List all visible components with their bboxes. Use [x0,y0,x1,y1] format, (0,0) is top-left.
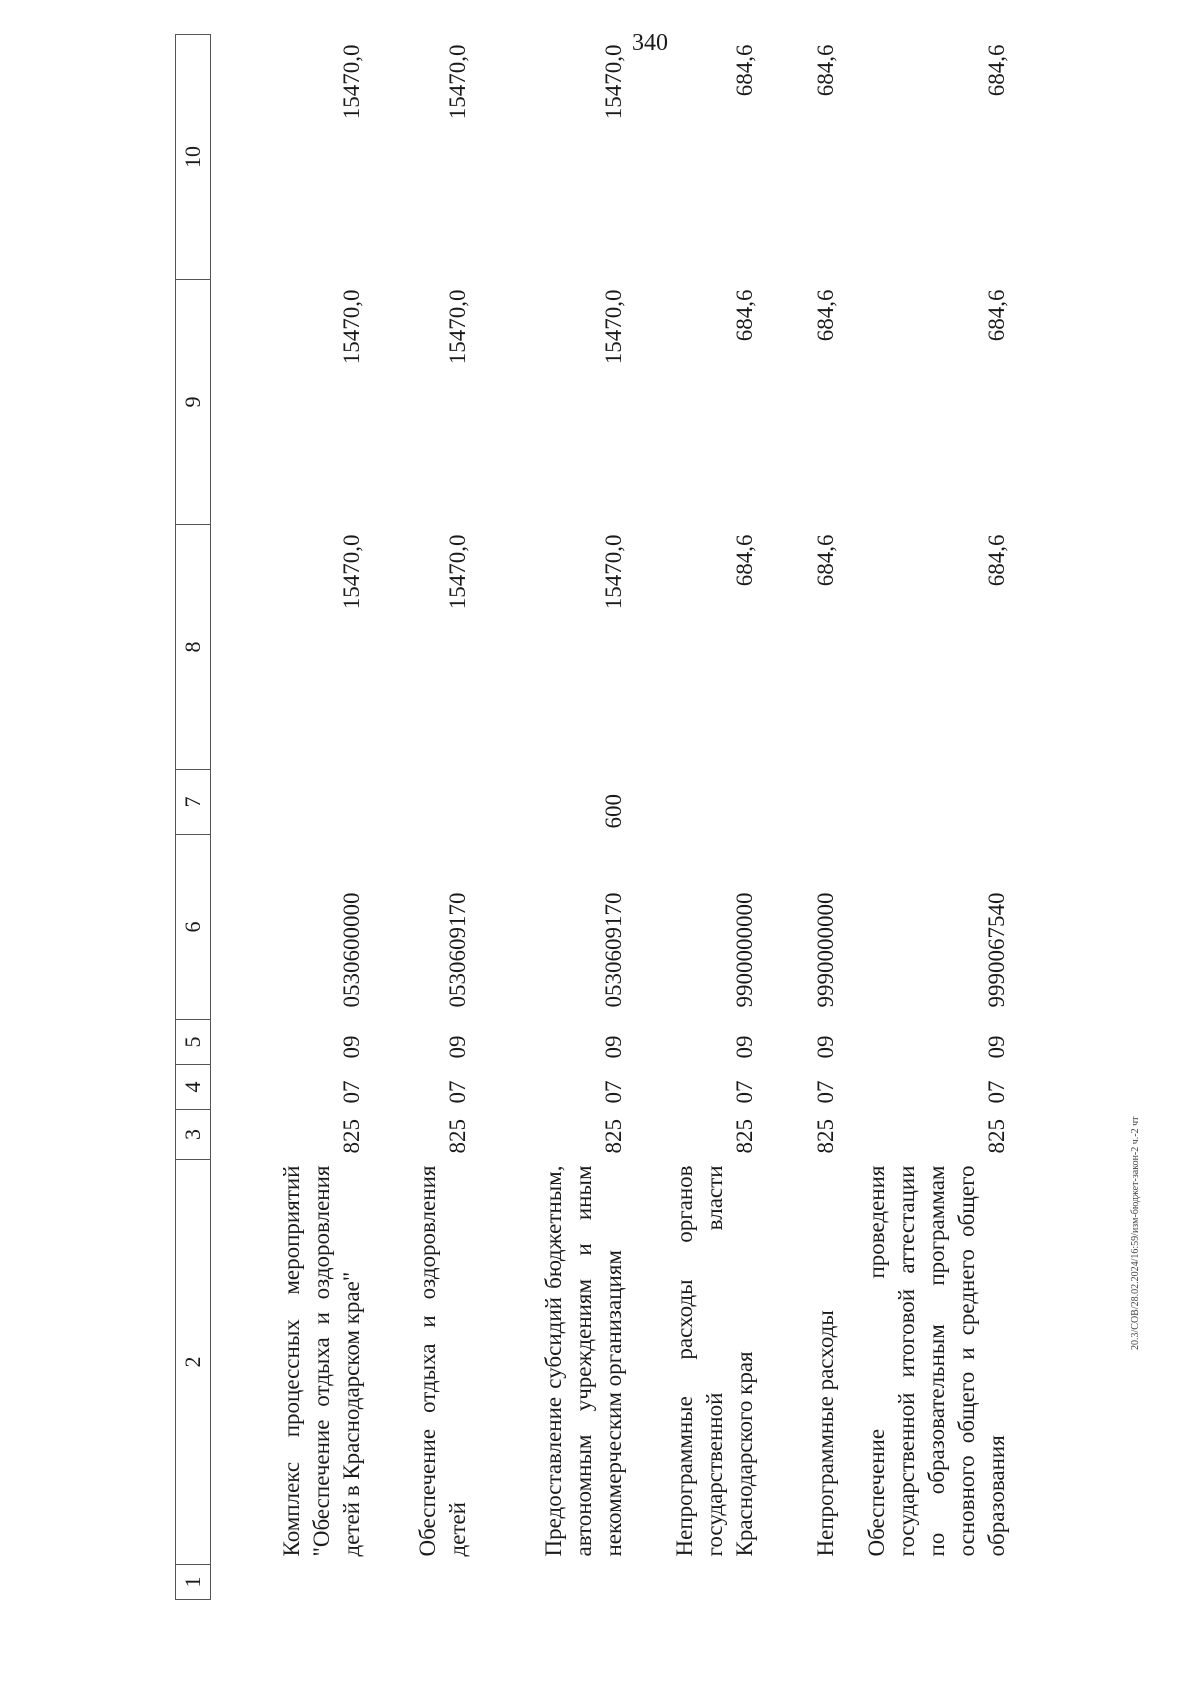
row-name: Непрограммные расходы органов государственной власти Краснодарского края [672,1165,757,1557]
row-target-article: 0530600000 [339,892,364,1008]
row-expense-type [629,770,760,835]
row-amount-3: 684,6 [732,44,757,97]
row-amount-2: 15470,0 [601,289,626,365]
cell-empty [629,1565,760,1600]
row-subsection: 09 [984,1035,1009,1059]
footer-note: 20.3/СОВ/28.02.2024/16:59/изм-бюджет-закон-2 ч.-2 чт [1130,1116,1141,1350]
header-col-5: 5 [176,1020,211,1065]
row-target-article: 9990067540 [984,892,1009,1008]
row-section: 07 [601,1080,626,1104]
row-amount-3: 15470,0 [445,44,470,120]
row-section: 07 [984,1080,1009,1104]
row-section: 07 [339,1080,364,1104]
row-name: Комплекс процессных мероприятий "Обеспечение отдыха и оздоровления детей в Краснодарском крае" [279,1165,364,1557]
row-amount-2: 684,6 [984,289,1009,342]
table-row [760,35,841,1600]
row-ministry-code: 825 [601,1119,626,1154]
header-row [176,35,211,1600]
row-name: Обеспечение отдыха и оздоровления детей [415,1165,470,1557]
table-row [473,35,629,1600]
row-subsection: 09 [339,1035,364,1059]
budget-table [175,34,1012,1600]
row-name: Обеспечение проведения государственной итоговой аттестации по образовательным программам основного общего и среднего общего образования [864,1165,1009,1557]
row-expense-type [211,770,368,835]
table-row [367,35,473,1600]
row-expense-type [367,770,473,835]
header-col-6: 6 [176,835,211,1020]
row-amount-3: 15470,0 [601,44,626,120]
row-ministry-code: 825 [445,1119,470,1154]
cell-empty [367,1565,473,1600]
row-target-article: 0530609170 [445,892,470,1008]
row-amount-3: 684,6 [984,44,1009,97]
row-section: 07 [732,1080,757,1104]
row-amount-2: 15470,0 [339,289,364,365]
row-subsection: 09 [813,1035,838,1059]
header-col-1: 1 [176,1565,211,1600]
row-target-article: 0530609170 [601,892,626,1008]
row-target-article: 9990000000 [813,892,838,1008]
row-expense-type [760,770,841,835]
page-number: 340 [632,30,668,56]
row-amount-3: 15470,0 [339,44,364,120]
header-col-7: 7 [176,770,211,835]
row-subsection: 09 [601,1035,626,1059]
cell-empty [211,1565,368,1600]
row-amount-1: 684,6 [732,534,757,587]
table-row [841,35,1012,1600]
row-ministry-code: 825 [984,1119,1009,1154]
row-amount-1: 15470,0 [339,534,364,610]
row-expense-type: 600 [601,794,626,829]
header-col-4: 4 [176,1065,211,1110]
cell-empty [841,1565,1012,1600]
header-col-3: 3 [176,1110,211,1160]
row-amount-1: 15470,0 [601,534,626,610]
header-col-9: 9 [176,280,211,525]
row-amount-1: 15470,0 [445,534,470,610]
header-col-8: 8 [176,525,211,770]
row-amount-2: 684,6 [813,289,838,342]
row-name: Предоставление субсидий бюджетным, автономным учреждениям и иным некоммерческим организациям [541,1165,626,1557]
row-amount-1: 684,6 [813,534,838,587]
row-ministry-code: 825 [339,1119,364,1154]
header-col-10: 10 [176,35,211,280]
row-target-article: 9900000000 [732,892,757,1008]
table-row [211,35,368,1600]
row-section: 07 [445,1080,470,1104]
row-name: Непрограммные расходы [813,1310,838,1557]
row-amount-2: 684,6 [732,289,757,342]
row-subsection: 09 [732,1035,757,1059]
header-col-2: 2 [176,1160,211,1565]
row-expense-type [841,770,1012,835]
row-amount-1: 684,6 [984,534,1009,587]
row-amount-3: 684,6 [813,44,838,97]
row-subsection: 09 [445,1035,470,1059]
row-ministry-code: 825 [732,1119,757,1154]
cell-empty [473,1565,629,1600]
table-row [629,35,760,1600]
row-ministry-code: 825 [813,1119,838,1154]
cell-empty [760,1565,841,1600]
row-amount-2: 15470,0 [445,289,470,365]
row-section: 07 [813,1080,838,1104]
rotated-table-wrapper [175,44,1010,1600]
